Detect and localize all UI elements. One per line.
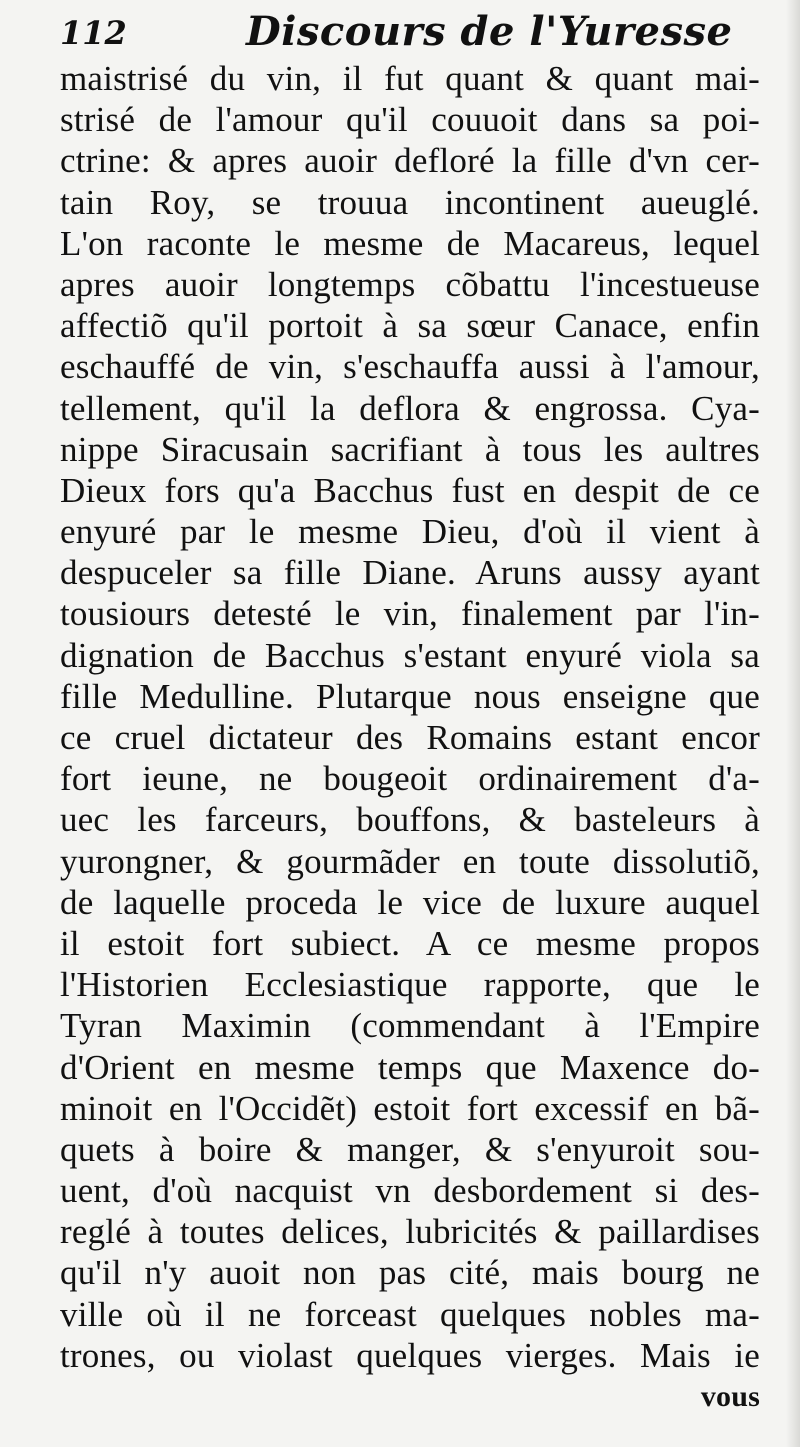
text-line: nippe Siracusain sacrifiant à tous les aultres <box>60 429 760 469</box>
running-title: Discours de l'Yuresse <box>246 8 733 55</box>
page-header <box>60 8 760 55</box>
text-line: yurongner, & gourmãder en toute dissolutiõ, <box>60 841 760 881</box>
text-line: Tyran Maximin (commendant à l'Empire <box>60 1006 760 1046</box>
text-line: fort ieune, ne bougeoit ordinairement d'a- <box>60 759 760 799</box>
text-line: enyuré par le mesme Dieu, d'où il vient à <box>60 512 760 552</box>
text-line: reglé à toutes delices, lubricités & paillardises <box>60 1212 760 1252</box>
text-line: de laquelle proceda le vice de luxure auquel <box>60 882 760 922</box>
body-text <box>60 58 760 1417</box>
text-line: L'on raconte le mesme de Macareus, lequel <box>60 223 760 263</box>
text-line: fille Medulline. Plutarque nous enseigne que <box>60 676 760 716</box>
catchword: vous <box>700 1380 760 1413</box>
text-line: despuceler sa fille Diane. Aruns aussy ayant <box>60 553 760 593</box>
text-line: qu'il n'y auoit non pas cité, mais bourg ne <box>60 1253 760 1293</box>
text-line: tain Roy, se trouua incontinent aueuglé. <box>60 182 760 222</box>
text-line: maistrisé du vin, il fut quant & quant mai- <box>60 59 760 98</box>
text-line: uec les farceurs, bouffons, & basteleurs à <box>60 800 760 840</box>
page-number: 112 <box>60 14 127 52</box>
text-line: quets à boire & manger, & s'enyuroit sou- <box>60 1129 760 1169</box>
text-line: affectiõ qu'il portoit à sa sœur Canace, enfin <box>60 306 760 346</box>
text-line: il estoit fort subiect. A ce mesme propos <box>60 923 760 963</box>
text-line: l'Historien Ecclesiastique rapporte, que le <box>60 965 760 1005</box>
text-line: minoit en l'Occidẽt) estoit fort excessif en bã- <box>60 1088 760 1128</box>
text-line: ce cruel dictateur des Romains estant encor <box>60 718 760 757</box>
text-line: ctrine: & apres auoir defloré la fille d'vn cer- <box>60 141 760 181</box>
text-line: apres auoir longtemps cõbattu l'incestueuse <box>60 264 760 304</box>
text-line: Dieux fors qu'a Bacchus fust en despit de ce <box>60 470 760 510</box>
text-line: tellement, qu'il la deflora & engrossa. Cya- <box>60 388 760 428</box>
text-line: ville où il ne forceast quelques nobles ma- <box>60 1294 760 1334</box>
text-line: dignation de Bacchus s'estant enyuré viola sa <box>60 635 760 675</box>
text-line: strisé de l'amour qu'il couuoit dans sa poi- <box>60 100 760 140</box>
text-line: uent, d'où nacquist vn desbordement si des- <box>60 1171 760 1211</box>
text-line: tousiours detesté le vin, finalement par l'in- <box>60 594 760 634</box>
text-line: trones, ou violast quelques vierges. Mais ie <box>60 1335 760 1375</box>
text-line: d'Orient en mesme temps que Maxence do- <box>60 1047 760 1087</box>
text-line: eschauffé de vin, s'eschauffa aussi à l'amour, <box>60 347 760 387</box>
